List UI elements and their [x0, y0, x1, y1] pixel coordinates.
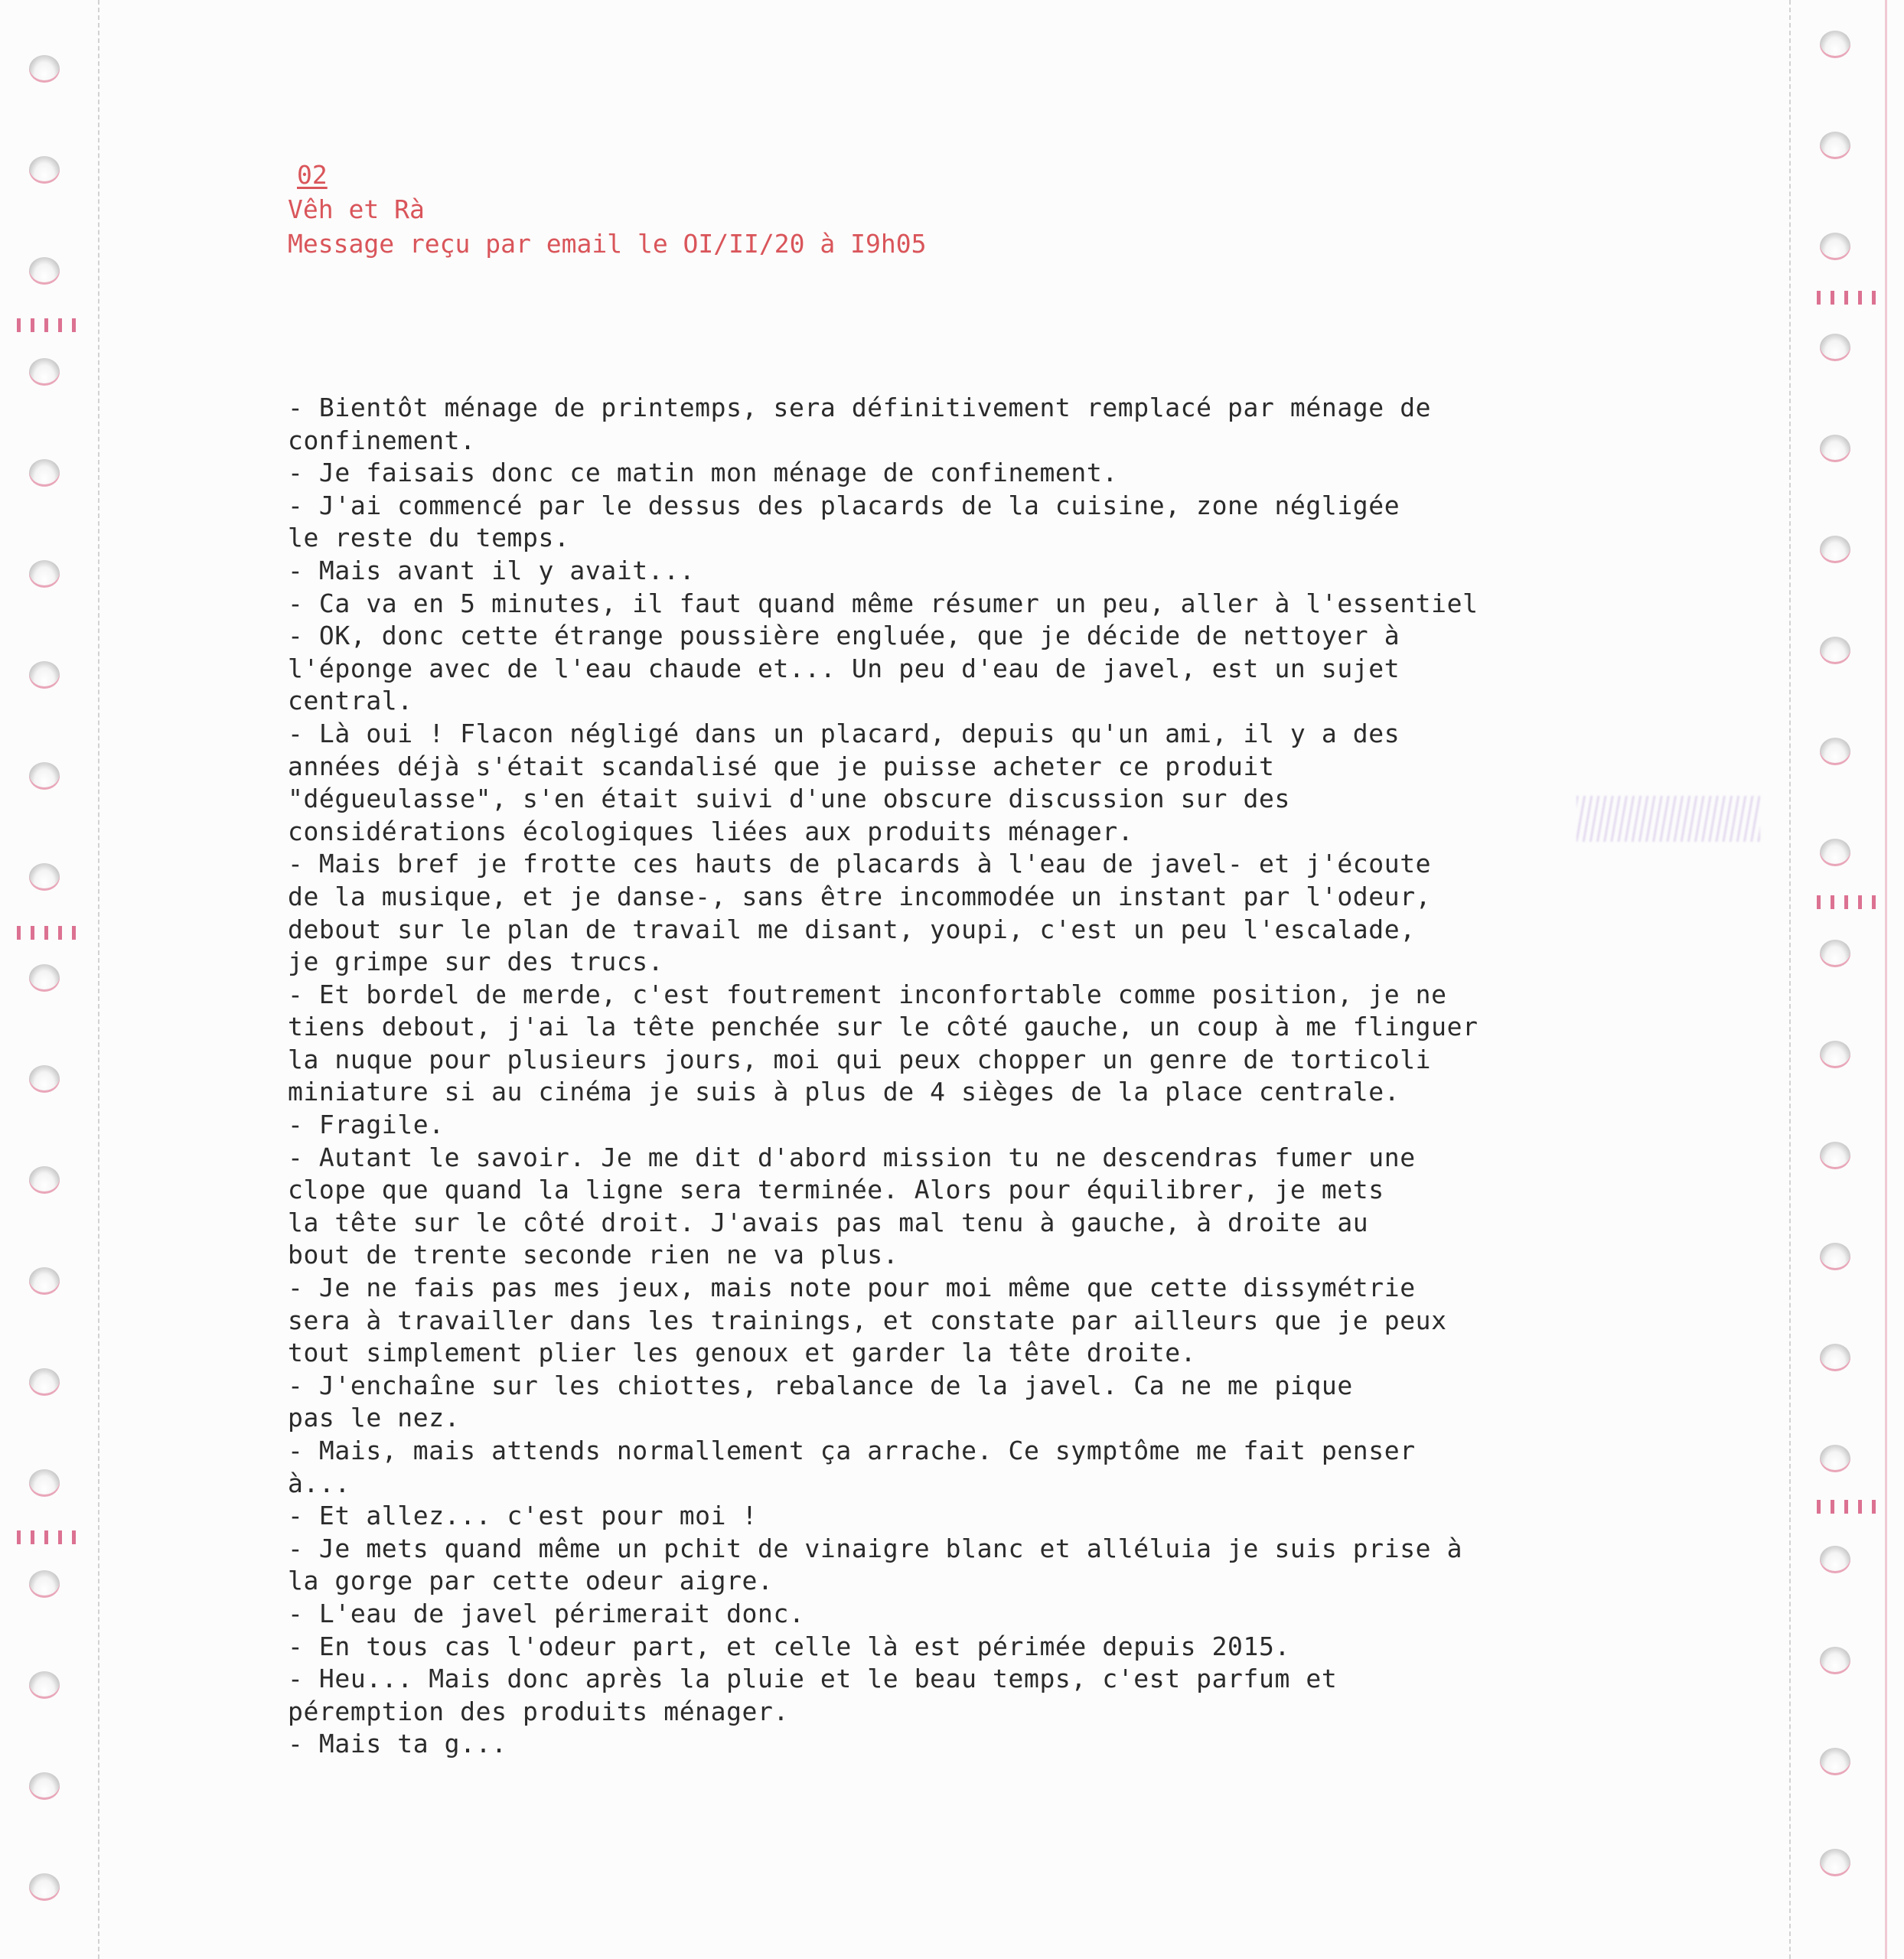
- body-line: - Mais avant il y avait...: [288, 555, 696, 585]
- perforation-hole: [1820, 637, 1850, 664]
- body-line: - Heu... Mais donc après la pluie et le beau temps, c'est parfum et: [288, 1664, 1338, 1694]
- body-line: l'éponge avec de l'eau chaude et... Un peu d'eau de javel, est un sujet: [288, 653, 1400, 683]
- perforation-hole: [29, 1873, 60, 1901]
- body-line: - Mais ta g...: [288, 1729, 507, 1759]
- body-line: considérations écologiques liées aux produits ménager.: [288, 816, 1134, 846]
- perforation-hole: [1820, 1748, 1850, 1775]
- body-line: debout sur le plan de travail me disant, youpi, c'est un peu l'escalade,: [288, 914, 1416, 944]
- perforation-hole: [1820, 1445, 1850, 1472]
- margin-tick-marks: [17, 318, 78, 332]
- perforation-hole: [1820, 1243, 1850, 1270]
- body-line: tiens debout, j'ai la tête penchée sur le côté gauche, un coup à me flinguer: [288, 1012, 1479, 1042]
- body-line: à...: [288, 1468, 350, 1498]
- body-line: confinement.: [288, 425, 476, 455]
- perforation-hole: [1820, 536, 1850, 563]
- body-line: - Mais, mais attends normallement ça arrache. Ce symptôme me fait penser: [288, 1436, 1416, 1465]
- margin-tick-marks: [17, 926, 78, 940]
- body-line: - J'enchaîne sur les chiottes, rebalance de la javel. Ca ne me pique: [288, 1370, 1353, 1400]
- body-line: - L'eau de javel périmerait donc.: [288, 1598, 805, 1628]
- body-line: "dégueulasse", s'en était suivi d'une obscure discussion sur des: [288, 784, 1290, 814]
- body-line: - Et bordel de merde, c'est foutrement inconfortable comme position, je ne: [288, 979, 1447, 1009]
- body-line: - Autant le savoir. Je me dit d'abord mission tu ne descendras fumer une: [288, 1142, 1416, 1172]
- message-body: [288, 392, 1566, 1761]
- perforation-hole: [29, 55, 60, 83]
- body-line: pas le nez.: [288, 1403, 461, 1433]
- page-number: 02: [297, 160, 328, 190]
- body-line: le reste du temps.: [288, 523, 570, 553]
- perforation-hole: [29, 1671, 60, 1699]
- body-line: années déjà s'était scandalisé que je puisse acheter ce produit: [288, 751, 1275, 781]
- perforation-hole: [1820, 839, 1850, 866]
- perforation-hole: [1820, 1849, 1850, 1876]
- body-line: - Je ne fais pas mes jeux, mais note pour moi même que cette dissymétrie: [288, 1273, 1416, 1303]
- body-line: - Fragile.: [288, 1110, 445, 1140]
- body-line: la nuque pour plusieurs jours, moi qui peux chopper un genre de torticoli: [288, 1044, 1432, 1074]
- perforation-hole: [29, 257, 60, 285]
- body-line: sera à travailler dans les trainings, et constate par ailleurs que je peux: [288, 1305, 1447, 1335]
- body-line: la gorge par cette odeur aigre.: [288, 1566, 774, 1596]
- body-line: - Ca va en 5 minutes, il faut quand même résumer un peu, aller à l'essentiel: [288, 588, 1479, 618]
- perforation-hole: [29, 358, 60, 386]
- body-line: la tête sur le côté droit. J'avais pas mal tenu à gauche, à droite au: [288, 1207, 1369, 1237]
- perforation-hole: [1820, 940, 1850, 967]
- page-subtitle: Message reçu par email le OI/II/20 à I9h05: [288, 229, 927, 259]
- margin-tick-marks: [1817, 291, 1878, 305]
- body-line: miniature si au cinéma je suis à plus de 4 sièges de la place centrale.: [288, 1077, 1400, 1107]
- body-line: - J'ai commencé par le dessus des placards de la cuisine, zone négligée: [288, 490, 1400, 520]
- perforation-hole: [1820, 132, 1850, 159]
- perforation-hole: [29, 1166, 60, 1194]
- body-line: - Je mets quand même un pchit de vinaigre blanc et alléluia je suis prise à: [288, 1533, 1463, 1563]
- body-line: de la musique, et je danse-, sans être incommodée un instant par l'odeur,: [288, 881, 1432, 911]
- left-perforation-strip: [0, 0, 99, 1959]
- perforation-hole: [1820, 1647, 1850, 1674]
- perforation-hole: [1820, 233, 1850, 260]
- perforation-hole: [29, 1065, 60, 1093]
- body-line: - En tous cas l'odeur part, et celle là est périmée depuis 2015.: [288, 1631, 1290, 1661]
- perforation-hole: [1820, 1142, 1850, 1169]
- margin-tick-marks: [1817, 1500, 1878, 1514]
- body-line: - Et allez... c'est pour moi !: [288, 1501, 758, 1531]
- perforation-hole: [1820, 31, 1850, 58]
- perforation-hole: [1820, 738, 1850, 765]
- perforation-hole: [29, 661, 60, 689]
- page-title: Vêh et Rà: [288, 194, 425, 224]
- margin-tick-marks: [17, 1530, 78, 1544]
- body-line: clope que quand la ligne sera terminée. Alors pour équilibrer, je mets: [288, 1175, 1384, 1205]
- body-line: tout simplement plier les genoux et garder la tête droite.: [288, 1338, 1197, 1368]
- body-line: je grimpe sur des trucs.: [288, 947, 664, 977]
- body-line: bout de trente seconde rien ne va plus.: [288, 1240, 899, 1270]
- perforation-hole: [1820, 1344, 1850, 1371]
- perforation-hole: [29, 1368, 60, 1396]
- body-line: - Bientôt ménage de printemps, sera définitivement remplacé par ménage de: [288, 393, 1432, 422]
- body-line: central.: [288, 686, 413, 716]
- perforation-hole: [29, 964, 60, 992]
- body-line: - Mais bref je frotte ces hauts de placards à l'eau de javel- et j'écoute: [288, 849, 1432, 879]
- perforation-hole: [29, 762, 60, 790]
- body-line: - Je faisais donc ce matin mon ménage de confinement.: [288, 458, 1118, 488]
- perforation-hole: [1820, 334, 1850, 361]
- ink-smudge: [1576, 796, 1760, 842]
- body-line: - OK, donc cette étrange poussière engluée, que je décide de nettoyer à: [288, 621, 1400, 651]
- perforation-hole: [29, 560, 60, 588]
- body-line: péremption des produits ménager.: [288, 1696, 789, 1726]
- perforation-hole: [29, 1469, 60, 1497]
- perforation-hole: [1820, 1041, 1850, 1068]
- perforation-hole: [29, 1267, 60, 1295]
- perforation-hole: [1820, 1546, 1850, 1573]
- perforation-hole: [29, 156, 60, 184]
- margin-tick-marks: [1817, 895, 1878, 909]
- perforation-hole: [29, 1570, 60, 1598]
- body-line: - Là oui ! Flacon négligé dans un placard, depuis qu'un ami, il y a des: [288, 718, 1400, 748]
- perforation-hole: [29, 863, 60, 891]
- right-perforation-strip: [1789, 0, 1904, 1959]
- perforation-hole: [1820, 435, 1850, 462]
- perforation-hole: [29, 459, 60, 487]
- page-header: [288, 158, 926, 261]
- perforation-hole: [29, 1772, 60, 1800]
